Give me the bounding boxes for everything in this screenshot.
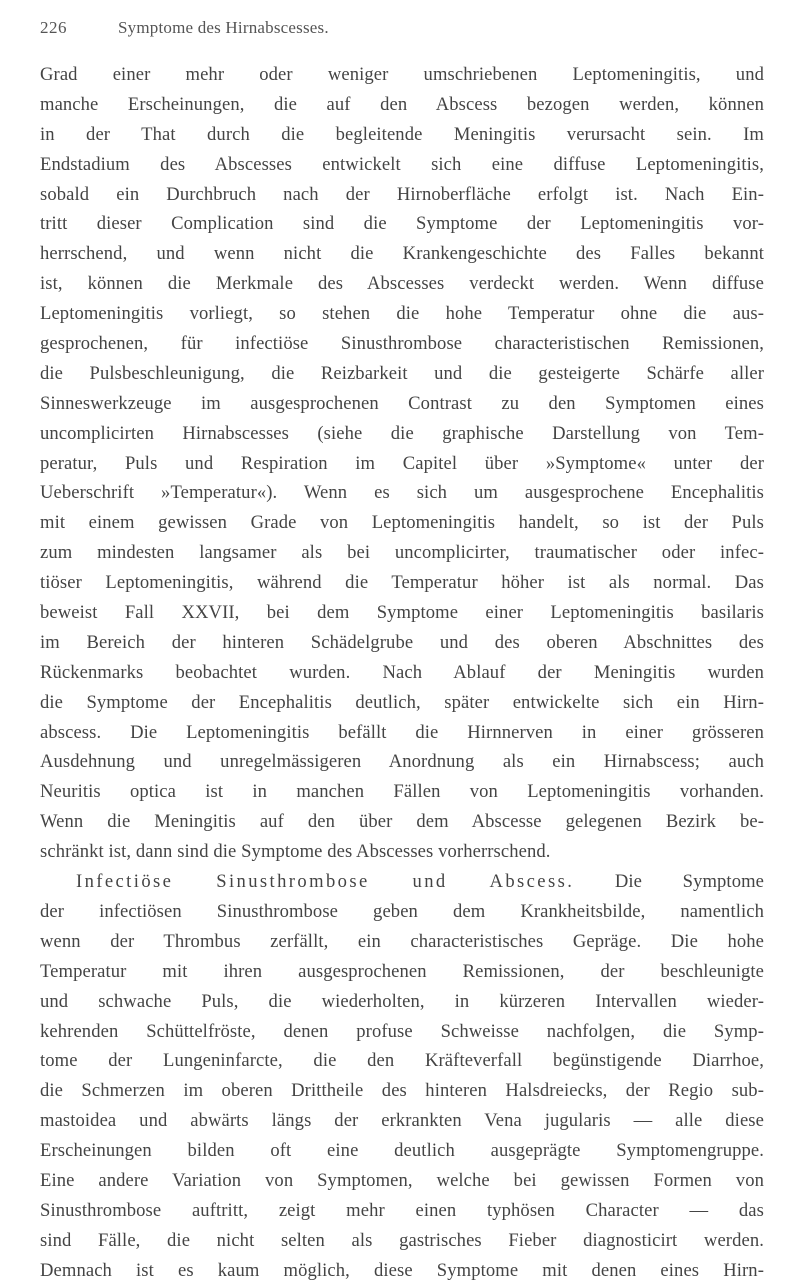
text-line: die Schmerzen im oberen Drittheile des hinteren Halsdreiecks, der Regio sub- bbox=[40, 1080, 764, 1102]
text-line: Grad einer mehr oder weniger umschriebenen Leptomeningitis, und bbox=[40, 64, 764, 85]
text-line: im Bereich der hinteren Schädelgrube und des oberen Abschnittes des bbox=[40, 631, 764, 653]
text-line: Leptomeningitis vorliegt, so stehen die hohe Temperatur ohne die aus- bbox=[40, 303, 764, 325]
running-head-title: Symptome des Hirnabscesses. bbox=[118, 18, 329, 37]
text-line: der infectiösen Sinusthrombose geben dem Krankheitsbilde, namentlich bbox=[40, 900, 764, 922]
text-line: mastoidea und abwärts längs der erkrankten Vena jugularis — alle diese bbox=[40, 1110, 764, 1132]
text-line: abscess. Die Leptomeningitis befällt die Hirnnerven in einer grösseren bbox=[40, 721, 764, 743]
text-line: zum mindesten langsamer als bei uncomplicirter, traumatischer oder infec- bbox=[40, 542, 764, 564]
text-line: Rückenmarks beobachtet wurden. Nach Ablauf der Meningitis wurden bbox=[40, 661, 764, 683]
section-heading: Infectiöse Sinusthrombose und Abscess. bbox=[76, 871, 575, 893]
text-line: peratur, Puls und Respiration im Capitel über »Symptome« unter der bbox=[40, 452, 764, 474]
text-line: in der That durch die begleitende Meningitis verursacht sein. Im bbox=[40, 123, 764, 145]
text-line: tritt dieser Complication sind die Symptome der Leptomeningitis vor- bbox=[40, 213, 764, 235]
text-line: Eine andere Variation von Symptomen, welche bei gewissen Formen von bbox=[40, 1169, 764, 1191]
section-first-line-rest: Die Symptome bbox=[614, 871, 765, 893]
text-line: Erscheinungen bilden oft eine deutlich ausgeprägte Symptomengruppe. bbox=[40, 1140, 764, 1162]
text-line: Temperatur mit ihren ausgesprochenen Remissionen, der beschleunigte bbox=[40, 960, 764, 982]
text-line: kehrenden Schüttelfröste, denen profuse Schweisse nachfolgen, die Symp- bbox=[40, 1020, 764, 1042]
text-line: Sinneswerkzeuge im ausgesprochenen Contrast zu den Symptomen eines bbox=[40, 392, 764, 414]
book-page bbox=[40, 18, 764, 1286]
text-line: Wenn die Meningitis auf den über dem Abscesse gelegenen Bezirk be- bbox=[40, 811, 764, 833]
text-line: sobald ein Durchbruch nach der Hirnoberfläche erfolgt ist. Nach Ein- bbox=[40, 183, 764, 205]
text-line: ist, können die Merkmale des Abscesses verdeckt werden. Wenn diffuse bbox=[40, 273, 764, 295]
text-line: sind Fälle, die nicht selten als gastrisches Fieber diagnosticirt werden. bbox=[40, 1229, 764, 1251]
text-line: beweist Fall XXVII, bei dem Symptome einer Leptomeningitis basilaris bbox=[40, 602, 764, 624]
text-line: Endstadium des Abscesses entwickelt sich eine diffuse Leptomeningitis, bbox=[40, 153, 764, 175]
text-line: mit einem gewissen Grade von Leptomeningitis handelt, so ist der Puls bbox=[40, 512, 764, 534]
text-line: die Symptome der Encephalitis deutlich, später entwickelte sich ein Hirn- bbox=[40, 691, 764, 713]
text-line: gesprochenen, für infectiöse Sinusthrombose characteristischen Remissionen, bbox=[40, 333, 764, 355]
text-line: Demnach ist es kaum möglich, diese Symptome mit denen eines Hirn- bbox=[40, 1259, 764, 1281]
section-first-line bbox=[40, 867, 764, 897]
running-head bbox=[40, 18, 764, 48]
text-line: Sinusthrombose auftritt, zeigt mehr einen typhösen Character — das bbox=[40, 1199, 764, 1221]
text-line: Neuritis optica ist in manchen Fällen von Leptomeningitis vorhanden. bbox=[40, 781, 764, 803]
text-line: Ueberschrift »Temperatur«). Wenn es sich um ausgesprochene Encephalitis bbox=[40, 482, 764, 504]
body-text bbox=[40, 60, 764, 1286]
text-line: tome der Lungeninfarcte, die den Kräfteverfall begünstigende Diarrhoe, bbox=[40, 1050, 764, 1072]
page-number: 226 bbox=[40, 18, 67, 37]
text-line: die Pulsbeschleunigung, die Reizbarkeit und die gesteigerte Schärfe aller bbox=[40, 362, 764, 384]
text-line: tiöser Leptomeningitis, während die Temperatur höher ist als normal. Das bbox=[40, 572, 764, 594]
text-line: uncomplicirten Hirnabscesses (siehe die graphische Darstellung von Tem- bbox=[40, 422, 764, 444]
text-line: herrschend, und wenn nicht die Krankengeschichte des Falles bekannt bbox=[40, 243, 764, 265]
text-line: wenn der Thrombus zerfällt, ein characteristisches Gepräge. Die hohe bbox=[40, 930, 764, 952]
text-line: schränkt ist, dann sind die Symptome des Abscesses vorherrschend. bbox=[40, 841, 551, 863]
text-line: und schwache Puls, die wiederholten, in kürzeren Intervallen wieder- bbox=[40, 990, 764, 1012]
text-line: manche Erscheinungen, die auf den Abscess bezogen werden, können bbox=[40, 93, 764, 115]
text-line: Ausdehnung und unregelmässigeren Anordnung als ein Hirnabscess; auch bbox=[40, 751, 764, 773]
